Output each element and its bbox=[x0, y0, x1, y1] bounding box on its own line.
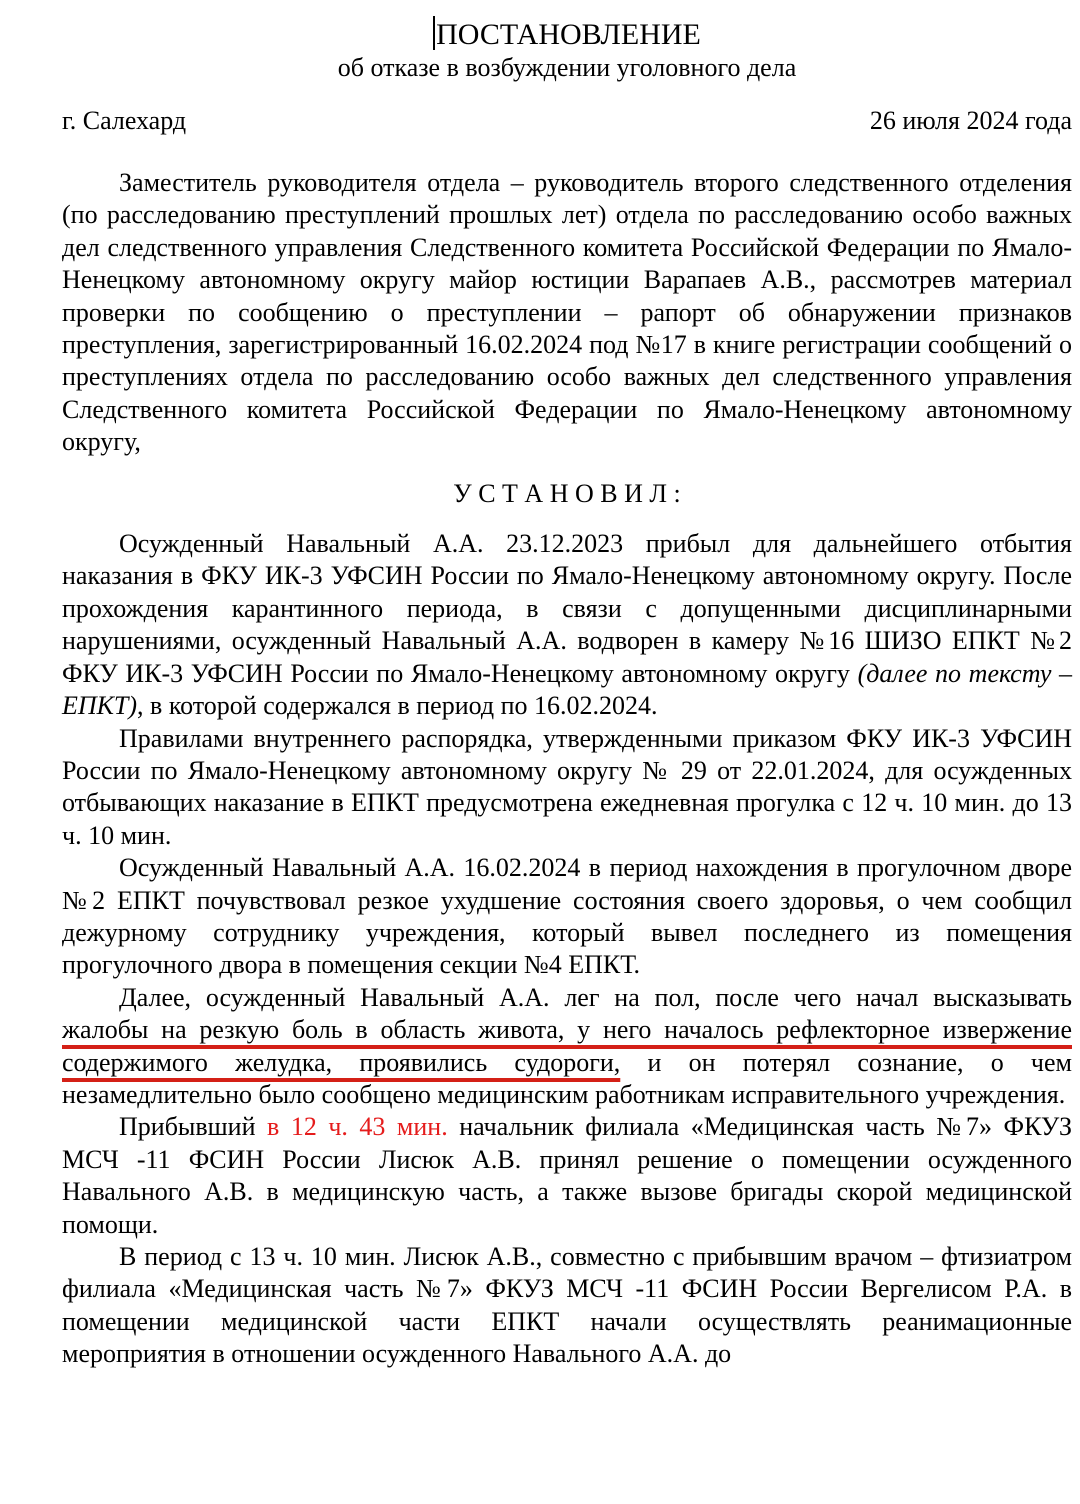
paragraph-walk-incident bbox=[62, 852, 1072, 982]
document-date: 26 июля 2024 года bbox=[869, 106, 1072, 135]
paragraph-arrival bbox=[62, 528, 1072, 722]
paragraph-collapse bbox=[62, 982, 1072, 1112]
text-run: и он потерял сознание, о чем незамедлительно было сообщено медицинским работникам исправительного учреждения. bbox=[62, 1047, 1073, 1109]
text-run: Осужденный Навальный А.А. 16.02.2024 в период нахождения в прогулочном дворе №2 ЕПКТ почувствовал резкое ухудшение состояния своего здоровья, о чем сообщил дежурному сотруднику учреждения, который вывел последнего из помещения прогулочного двора в помещения секции №4 ЕПКТ. bbox=[62, 853, 1072, 980]
text-run: , в которой содержался в период по 16.02.2024. bbox=[137, 691, 658, 721]
text-run: В период с 13 ч. 10 мин. Лисюк А.В., совместно с прибывшим врачом – фтизиатром филиала «Медицинская часть №7» ФКУЗ МСЧ -11 ФСИН России Вергелисом Р.А. в помещении медицинской части ЕПКТ начали осуществлять реанимационные мероприятия в отношении осужденного Навального А.А. до bbox=[62, 1242, 1072, 1369]
paragraph-preamble bbox=[62, 167, 1072, 459]
document-title-text: ПОСТАНОВЛЕНИЕ bbox=[436, 18, 701, 51]
paragraph-resuscitation bbox=[62, 1241, 1072, 1371]
italic-term-note: (далее по тексту – ЕПКТ) bbox=[62, 658, 1072, 721]
text-run: начальник филиала «Медицинская часть №7» ФКУЗ МСЧ -11 ФСИН России Лисюк А.В. принял решение о помещении осужденного Навального А.В. в медицинскую часть, а также вызове бригады скорой медицинской помощи. bbox=[62, 1112, 1073, 1239]
place-date-row bbox=[62, 105, 1072, 137]
document-body bbox=[62, 167, 1072, 1371]
resolutive-heading: У С Т А Н О В И Л : bbox=[453, 478, 681, 508]
paragraph-internal-rules bbox=[62, 723, 1072, 853]
text-run: Заместитель руководителя отдела – руководитель второго следственного отделения (по расследованию преступлений прошлых лет) отдела по расследованию особо важных дел следственного управления Следственного комитета Российской Федерации по Ямало-Ненецкому автономному округу майор юстиции Варапаев А.В., рассмотрев материал проверки по сообщению о преступлении – рапорт об обнаружении признаков преступления, зарегистрированный 16.02.2024 под №17 в книге регистрации сообщений о преступлениях отдела по расследованию особо важных дел следственного управления Следственного комитета Российской Федерации по Ямало-Ненецкому автономному округу, bbox=[62, 168, 1072, 457]
document-place: г. Салехард bbox=[62, 106, 187, 135]
text-run: Прибывший bbox=[119, 1112, 268, 1142]
red-time-text: в 12 ч. 43 мин. bbox=[267, 1112, 448, 1142]
text-run: Правилами внутреннего распорядка, утвержденными приказом ФКУ ИК-3 УФСИН России по Ямало-Ненецкому автономному округу № 29 от 22.01.2024, для осужденных отбывающих наказание в ЕПКТ предусмотрена ежедневная прогулка с 12 ч. 10 мин. до 13 ч. 10 мин. bbox=[62, 723, 1072, 850]
text-run: Осужденный Навальный А.А. 23.12.2023 прибыл для дальнейшего отбытия наказания в ФКУ ИК-3 УФСИН России по Ямало-Ненецкому автономному округу. После прохождения карантинного периода, в связи с допущенными дисциплинарными нарушениями, осужденный Навальный А.А. водворен в камеру №16 ШИЗО ЕПКТ №2 ФКУ ИК-3 УФСИН России по Ямало-Ненецкому автономному округу bbox=[62, 529, 1072, 688]
paragraph-medic-arrival bbox=[62, 1111, 1072, 1241]
text-cursor-caret bbox=[433, 16, 435, 50]
red-underlined-passage: жалобы на резкую боль в область живота, у него началось рефлекторное извержение содержимого желудка, проявились судороги, bbox=[62, 1015, 1072, 1077]
document-title bbox=[62, 16, 1072, 53]
text-run: Далее, осужденный Навальный А.А. лег на пол, после чего начал высказывать bbox=[119, 982, 1072, 1012]
document-subtitle: об отказе в возбуждении уголовного дела bbox=[337, 53, 797, 82]
